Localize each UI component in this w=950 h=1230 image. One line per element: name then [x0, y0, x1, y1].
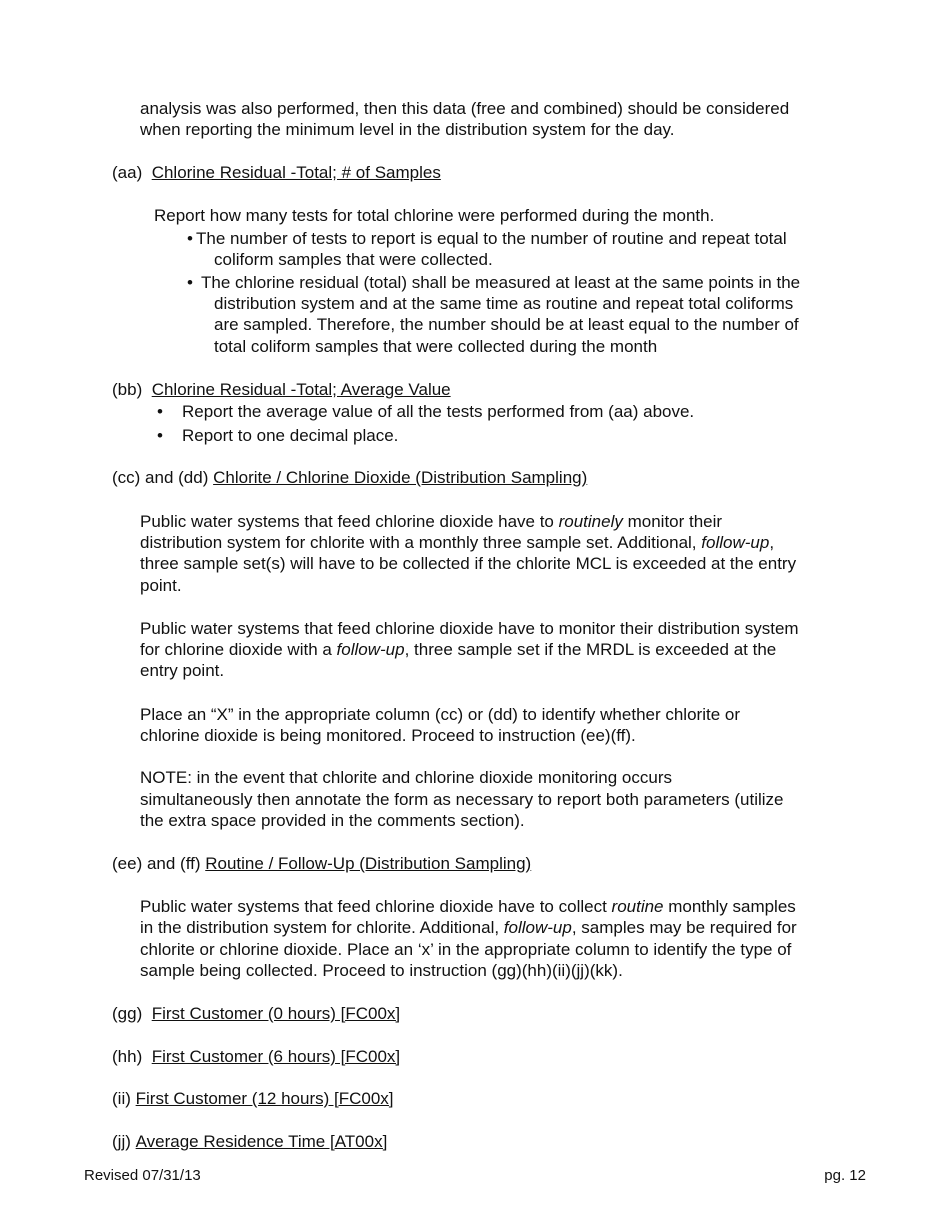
section-ccdd-heading [112, 467, 587, 488]
section-hh-heading [112, 1046, 400, 1067]
section-aa-lead: Report how many tests for total chlorine were performed during the month. [154, 206, 715, 225]
ccdd-p1-line3: three sample set(s) will have to be collected if the chlorite MCL is exceeded at the entry [140, 554, 797, 573]
intro-line-2: when reporting the minimum level in the distribution system for the day. [140, 120, 675, 139]
section-bb-title: Chlorine Residual -Total; Average Value [151, 380, 451, 399]
bullet-dot-icon: • [157, 402, 163, 421]
section-aa-bullet1-line1: The number of tests to report is equal to the number of routine and repeat total [196, 229, 787, 248]
section-eeff-title: Routine / Follow-Up (Distribution Sampling) [205, 854, 532, 873]
section-bb-bullet2: Report to one decimal place. [182, 426, 399, 445]
section-gg-label: (gg) [112, 1004, 143, 1023]
section-ccdd-title: Chlorite / Chlorine Dioxide (Distribution Sampling) [213, 468, 588, 487]
ccdd-p2-line1: Public water systems that feed chlorine dioxide have to monitor their distribution system [140, 619, 799, 638]
ccdd-p3-line1: Place an “X” in the appropriate column (cc) or (dd) to identify whether chlorite or [140, 705, 740, 724]
section-ii-label: (ii) [112, 1089, 131, 1108]
section-aa-bullet2-line2: distribution system and at the same time as routine and repeat total coliforms [214, 294, 794, 313]
section-aa-bullet1-line2: coliform samples that were collected. [214, 250, 493, 269]
ccdd-p4-line3: the extra space provided in the comments section). [140, 811, 525, 830]
section-gg-heading [112, 1003, 400, 1024]
ccdd-p4-line1: NOTE: in the event that chlorite and chlorine dioxide monitoring occurs [140, 768, 672, 787]
section-hh-title: First Customer (6 hours) [FC00x] [151, 1047, 401, 1066]
section-bb-heading [112, 379, 451, 400]
bullet-dot-icon: • [187, 229, 193, 248]
section-aa-bullet2-line3: are sampled. Therefore, the number should be at least equal to the number of [214, 315, 799, 334]
intro-line-1: analysis was also performed, then this data (free and combined) should be considered [140, 99, 790, 118]
footer-revised-date: Revised 07/31/13 [84, 1167, 201, 1184]
bullet-dot-icon: • [187, 273, 193, 292]
section-aa-label: (aa) [112, 163, 143, 182]
section-eeff-heading [112, 853, 531, 874]
section-gg-title: First Customer (0 hours) [FC00x] [151, 1004, 401, 1023]
ccdd-p1-line2: distribution system for chlorite with a monthly three sample set. Additional, follow-up, [140, 533, 775, 552]
eeff-p1-line2: in the distribution system for chlorite. Additional, follow-up, samples may be required for [140, 918, 797, 937]
section-bb-bullet1: Report the average value of all the tests performed from (aa) above. [182, 402, 695, 421]
section-jj-heading [112, 1131, 387, 1152]
eeff-p1-line3: chlorite or chlorine dioxide. Place an ‘x’ in the appropriate column to identify the type of [140, 940, 792, 959]
section-hh-label: (hh) [112, 1047, 143, 1066]
section-eeff-label: (ee) and (ff) [112, 854, 201, 873]
ccdd-p2-line2: for chlorine dioxide with a follow-up, three sample set if the MRDL is exceeded at the [140, 640, 777, 659]
section-jj-title: Average Residence Time [AT00x] [135, 1132, 388, 1151]
section-ccdd-label: (cc) and (dd) [112, 468, 209, 487]
ccdd-p4-line2: simultaneously then annotate the form as necessary to report both parameters (utilize [140, 790, 784, 809]
ccdd-p2-line3: entry point. [140, 661, 225, 680]
section-aa-title: Chlorine Residual -Total; # of Samples [151, 163, 441, 182]
ccdd-p3-line2: chlorine dioxide is being monitored. Proceed to instruction (ee)(ff). [140, 726, 636, 745]
section-aa-bullet2-line1: The chlorine residual (total) shall be measured at least at the same points in the [201, 273, 801, 292]
section-ii-title: First Customer (12 hours) [FC00x] [135, 1089, 394, 1108]
eeff-p1-line1: Public water systems that feed chlorine dioxide have to collect routine monthly samples [140, 897, 796, 916]
section-aa-heading [112, 162, 441, 183]
section-ii-heading [112, 1088, 394, 1109]
bullet-dot-icon: • [157, 426, 163, 445]
ccdd-p1-line1: Public water systems that feed chlorine dioxide have to routinely monitor their [140, 512, 723, 531]
section-aa-bullet2-line4: total coliform samples that were collected during the month [214, 337, 658, 356]
section-jj-label: (jj) [112, 1132, 131, 1151]
section-bb-label: (bb) [112, 380, 143, 399]
footer-page-number: pg. 12 [824, 1167, 866, 1184]
eeff-p1-line4: sample being collected. Proceed to instruction (gg)(hh)(ii)(jj)(kk). [140, 961, 623, 980]
ccdd-p1-line4: point. [140, 576, 182, 595]
